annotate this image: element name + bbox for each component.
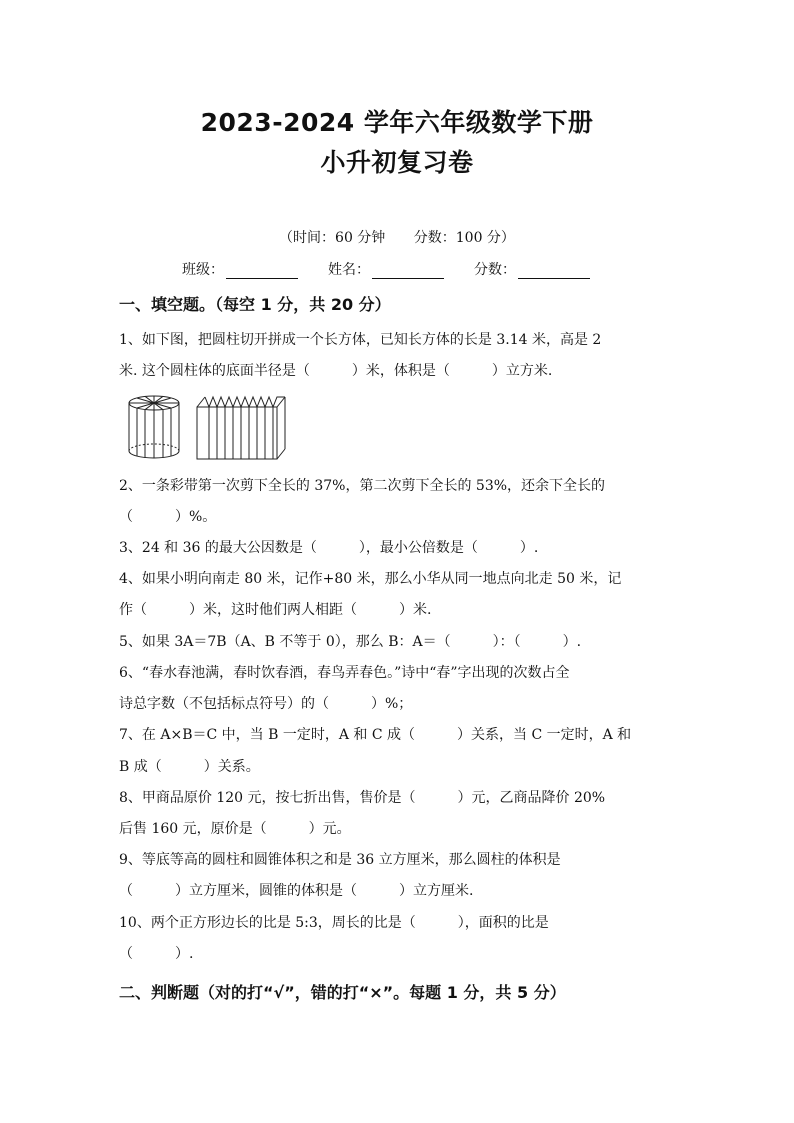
question-1-line-1: 1、如下图，把圆柱切开拼成一个长方体，已知长方体的长是 3.14 米，高是 2 — [119, 332, 602, 348]
cylinder-figure-icon — [125, 393, 290, 465]
question-5: 5、如果 3A＝7B（A、B 不等于 0），那么 B：A＝（ ）：（ ）. — [119, 634, 582, 650]
question-4-line-1: 4、如果小明向南走 80 米，记作+80 米，那么小华从同一地点向北走 50 米，记 — [119, 571, 622, 587]
question-6-line-1: 6、“春水春池满，春时饮春酒，春鸟弄春色。”诗中“春”字出现的次数占全 — [119, 665, 570, 681]
question-2-line-1: 2、一条彩带第一次剪下全长的 37%，第二次剪下全长的 53%，还余下全长的 — [119, 478, 606, 494]
page-title: 2023-2024 学年六年级数学下册 — [200, 108, 594, 137]
question-1-line-2: 米. 这个圆柱体的底面半径是（ ）米，体积是（ ）立方米. — [119, 363, 553, 379]
score-info: 分数：100 分） — [413, 230, 515, 246]
question-7-line-2: B 成（ ）关系。 — [119, 759, 260, 775]
question-8-line-2: 后售 160 元，原价是（ ）元。 — [119, 821, 351, 837]
question-3: 3、24 和 36 的最大公因数是（ ），最小公倍数是（ ）. — [119, 540, 539, 556]
name-blank[interactable] — [372, 264, 444, 279]
name-field[interactable] — [328, 259, 444, 279]
class-label: 班级： — [182, 262, 224, 278]
question-4-line-2: 作（ ）米，这时他们两人相距（ ）米. — [119, 602, 432, 618]
question-2-line-2: （ ）%。 — [119, 509, 217, 525]
score-label: 分数： — [474, 262, 516, 278]
class-blank[interactable] — [226, 264, 298, 279]
question-9-line-2: （ ）立方厘米，圆锥的体积是（ ）立方厘米. — [119, 883, 474, 899]
section-fill-blank-heading: 一、填空题。（每空 1 分，共 20 分） — [119, 295, 391, 314]
cylinder-to-cuboid-figure — [125, 393, 290, 469]
class-field[interactable] — [182, 259, 298, 279]
student-fields — [182, 259, 590, 279]
question-7-line-1: 7、在 A×B＝C 中，当 B 一定时，A 和 C 成（ ）关系，当 C 一定时，A 和 — [119, 727, 632, 743]
exam-info — [0, 227, 794, 247]
score-field[interactable] — [474, 259, 590, 279]
question-8-line-1: 8、甲商品原价 120 元，按七折出售，售价是（ ）元，乙商品降价 20% — [119, 790, 606, 806]
section-judgement-heading: 二、判断题（对的打“√”，错的打“×”。每题 1 分，共 5 分） — [119, 983, 566, 1002]
question-10-line-2: （ ）. — [119, 946, 194, 962]
time-info: （时间：60 分钟 — [279, 230, 386, 246]
page-subtitle: 小升初复习卷 — [320, 148, 474, 177]
question-10-line-1: 10、两个正方形边长的比是 5:3，周长的比是（ ），面积的比是 — [119, 915, 549, 931]
question-9-line-1: 9、等底等高的圆柱和圆锥体积之和是 36 立方厘米，那么圆柱的体积是 — [119, 852, 561, 868]
question-6-line-2: 诗总字数（不包括标点符号）的（ ）%； — [119, 696, 413, 712]
score-blank[interactable] — [518, 264, 590, 279]
name-label: 姓名： — [328, 262, 370, 278]
